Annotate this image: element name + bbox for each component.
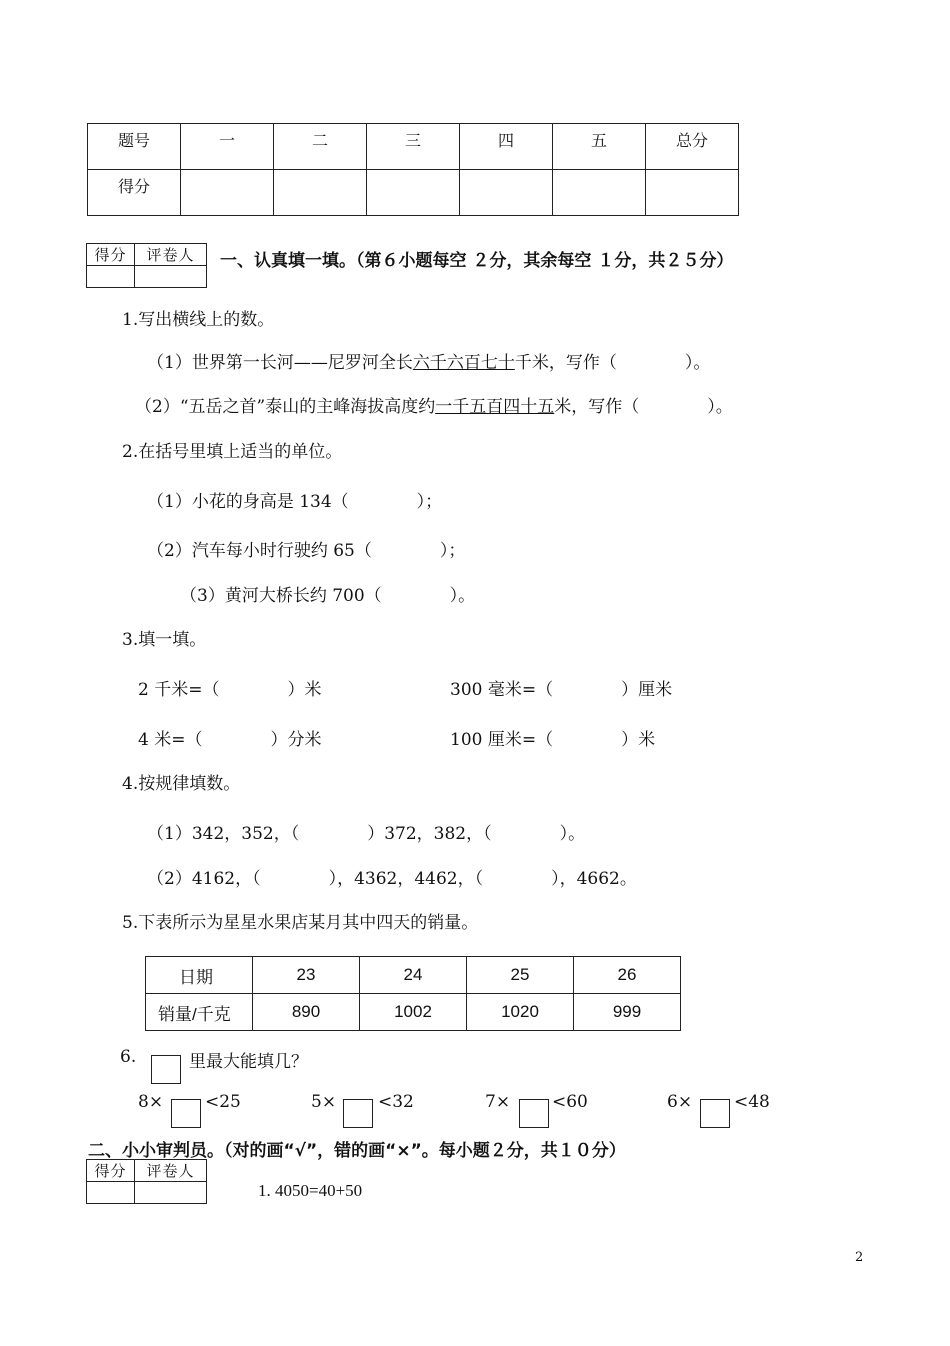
grader-reviewer-cell[interactable] [135, 266, 207, 288]
q6-item-3-post: <60 [552, 1092, 588, 1112]
q6-item-3-pre: 7× [485, 1092, 511, 1112]
q6-item-2-pre: 5× [311, 1092, 337, 1112]
score-input-cell[interactable] [460, 170, 553, 216]
q3-item-b: 300 毫米=（ ）厘米 [450, 680, 673, 700]
grader-score-label: 得分 [87, 244, 135, 266]
score-input-cell[interactable] [646, 170, 739, 216]
q6-item-4-pre: 6× [667, 1092, 693, 1112]
q4-title: 4.按规律填数。 [122, 774, 241, 794]
q1-a-suffix: 千米，写作（ ）。 [514, 353, 711, 373]
q6-item-4-post: <48 [734, 1092, 770, 1112]
score-header-cell: 二 [274, 124, 367, 170]
q3-item-a: 2 千米=（ ）米 [138, 680, 322, 700]
q2-item-c: （3）黄河大桥长约 700（ ）。 [180, 586, 476, 606]
q6-item-1-post: <25 [205, 1092, 241, 1112]
q3-title: 3.填一填。 [122, 630, 207, 650]
q6-text: 里最大能填几？ [189, 1052, 308, 1072]
sales-cell: 24 [360, 957, 467, 994]
score-input-cell[interactable] [553, 170, 646, 216]
page-number: 2 [855, 1250, 864, 1265]
grader-reviewer-cell[interactable] [135, 1182, 207, 1204]
grader-reviewer-label: 评卷人 [135, 244, 207, 266]
section1-title: 一、认真填一填。（第６小题每空 ２分，其余每空 １分，共２５分） [220, 251, 734, 271]
q6-item-3-box[interactable] [519, 1099, 549, 1128]
score-input-cell[interactable] [367, 170, 460, 216]
q3-item-c: 4 米=（ ）分米 [138, 730, 322, 750]
score-input-cell[interactable] [181, 170, 274, 216]
sales-cell: 1020 [467, 994, 574, 1031]
sales-cell: 销量/千克 [146, 994, 253, 1031]
q2-item-a: （1）小花的身高是 134（ ）； [147, 492, 443, 512]
q1-item-b [135, 392, 733, 417]
q6-blank-box-sample [151, 1055, 181, 1084]
grader-box-section1 [86, 243, 207, 288]
q1-item-a [147, 348, 710, 373]
grader-score-cell[interactable] [87, 266, 135, 288]
q4-item-b: （2）4162，（ ），4362，4462，（ ），4662。 [147, 869, 637, 889]
score-row-label: 得分 [88, 170, 181, 216]
grader-score-cell[interactable] [87, 1182, 135, 1204]
q1-title: 1.写出横线上的数。 [122, 310, 275, 330]
sales-cell: 1002 [360, 994, 467, 1031]
sales-amount-row [146, 994, 681, 1031]
q6-item-1-pre: 8× [138, 1092, 164, 1112]
sales-cell: 890 [253, 994, 360, 1031]
sales-cell: 日期 [146, 957, 253, 994]
score-table-score-row [88, 170, 739, 216]
grader-score-label: 得分 [87, 1160, 135, 1182]
q1-b-suffix: 米，写作（ ）。 [554, 397, 733, 417]
sales-cell: 26 [574, 957, 681, 994]
q6-number: 6. [120, 1047, 137, 1067]
q1-a-underlined: 六千六百七十 [412, 353, 515, 373]
score-header-cell: 总分 [646, 124, 739, 170]
section2-q1: 1. 4050=40+50 [258, 1181, 363, 1200]
q1-a-prefix: （1）世界第一长河——尼罗河全长 [147, 353, 413, 373]
q4-item-a: （1）342，352，（ ）372，382，（ ）。 [147, 824, 586, 844]
q6-item-2-box[interactable] [343, 1099, 373, 1128]
q1-b-underlined: 一千五百四十五 [435, 397, 555, 417]
q2-item-b: （2）汽车每小时行驶约 65（ ）； [147, 541, 466, 561]
sales-cell: 25 [467, 957, 574, 994]
score-header-cell: 五 [553, 124, 646, 170]
score-header-cell: 三 [367, 124, 460, 170]
q5-title: 5.下表所示为星星水果店某月其中四天的销量。 [122, 913, 479, 933]
q3-item-d: 100 厘米=（ ）米 [450, 730, 656, 750]
sales-cell: 999 [574, 994, 681, 1031]
grader-box-section2 [86, 1159, 207, 1204]
q6-item-2-post: <32 [378, 1092, 414, 1112]
score-header-cell: 四 [460, 124, 553, 170]
sales-date-row [146, 957, 681, 994]
score-table [87, 123, 739, 216]
score-header-cell: 一 [181, 124, 274, 170]
sales-table [145, 956, 681, 1031]
score-input-cell[interactable] [274, 170, 367, 216]
sales-cell: 23 [253, 957, 360, 994]
q6-item-1-box[interactable] [171, 1099, 201, 1128]
score-table-header-row [88, 124, 739, 170]
q2-title: 2.在括号里填上适当的单位。 [122, 442, 343, 462]
section2-title: 二、小小审判员。（对的画“√”，错的画“×”。每小题２分，共１０分） [88, 1141, 626, 1161]
score-header-cell: 题号 [88, 124, 181, 170]
grader-reviewer-label: 评卷人 [135, 1160, 207, 1182]
q6-item-4-box[interactable] [700, 1099, 730, 1128]
q1-b-prefix: （2）“五岳之首”泰山的主峰海拔高度约 [135, 397, 436, 417]
